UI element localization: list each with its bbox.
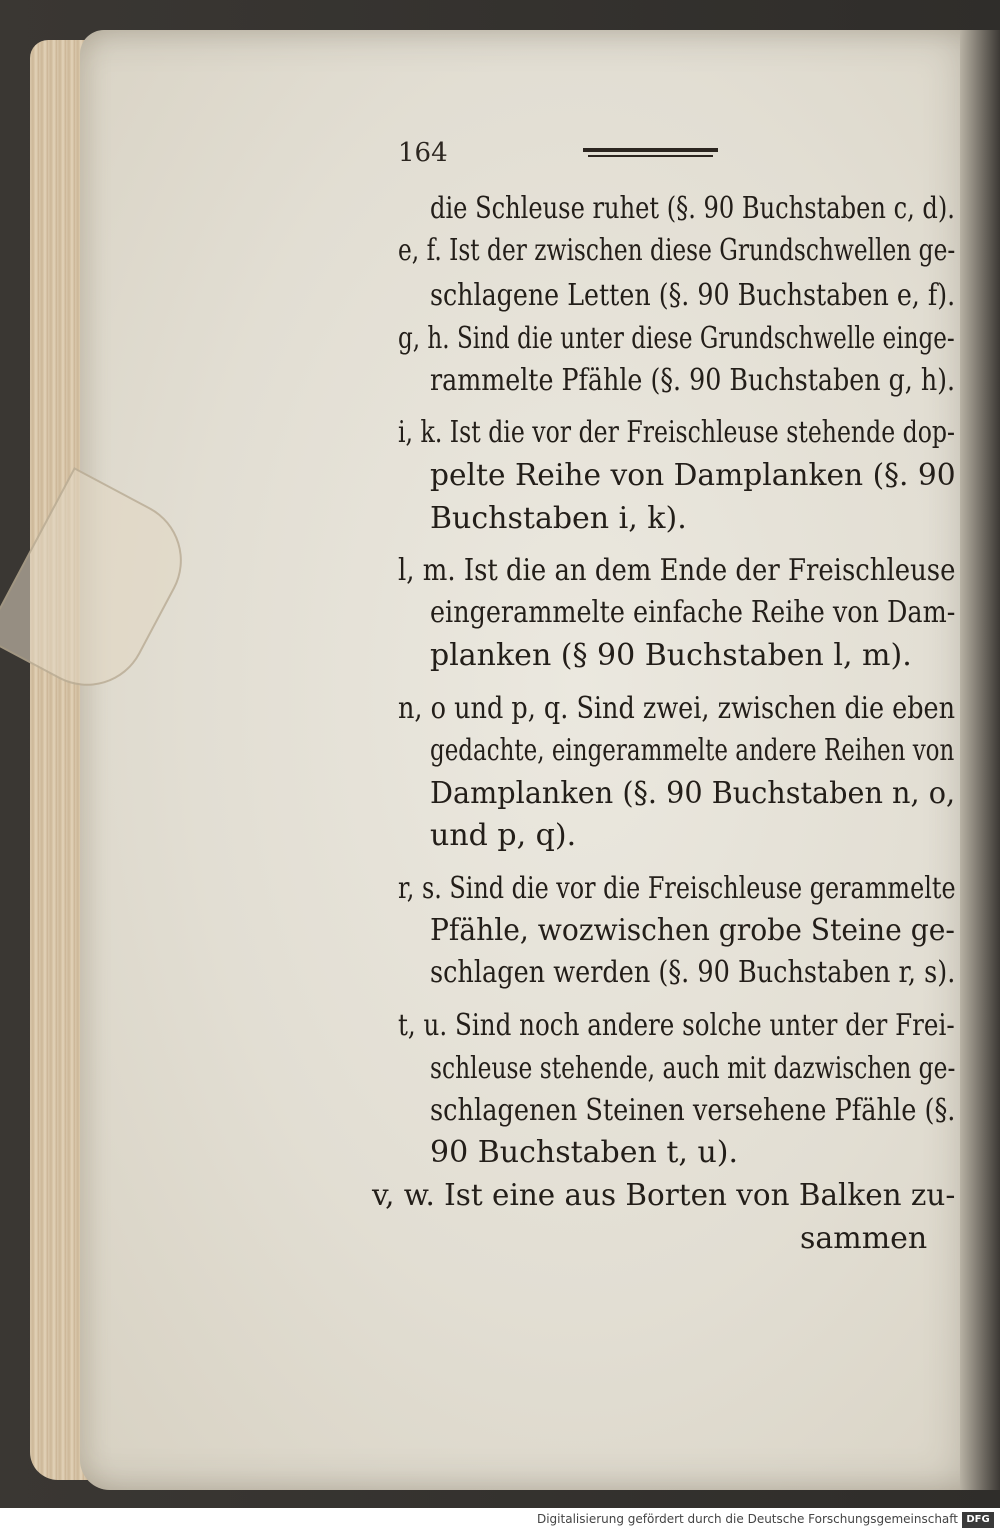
text-line: r, s. Sind die vor die Freischleuse gerammelte bbox=[398, 871, 956, 906]
text-line: rammelte Pfähle (§. 90 Buchstaben g, h). bbox=[430, 363, 956, 398]
text-line: die Schleuse ruhet (§. 90 Buchstaben c, d). bbox=[430, 191, 955, 226]
text-line: l, m. Ist die an dem Ende der Freischleuse bbox=[398, 553, 956, 588]
text-line: schlagene Letten (§. 90 Buchstaben e, f). bbox=[430, 278, 956, 313]
text-line: n, o und p, q. Sind zwei, zwischen die eben bbox=[398, 691, 956, 726]
text-line: t, u. Sind noch andere solche unter der Frei- bbox=[398, 1008, 955, 1043]
page-number: 164 bbox=[398, 138, 448, 168]
text-line: i, k. Ist die vor der Freischleuse stehende dop- bbox=[398, 415, 956, 450]
text-line: und p, q). bbox=[430, 818, 577, 853]
text-line: schleuse stehende, auch mit dazwischen ge- bbox=[430, 1051, 956, 1086]
text-line: Pfähle, wozwischen grobe Steine ge- bbox=[430, 913, 955, 948]
text-line: schlagenen Steinen versehene Pfähle (§. bbox=[430, 1093, 956, 1128]
text-line: v, w. Ist eine aus Borten von Balken zu- bbox=[372, 1178, 956, 1213]
text-line: g, h. Sind die unter diese Grundschwelle einge- bbox=[398, 321, 955, 356]
text-line: e, f. Ist der zwischen diese Grundschwellen ge- bbox=[398, 233, 956, 268]
dfg-logo: DFG bbox=[962, 1512, 994, 1528]
text-line: gedachte, eingerammelte andere Reihen von bbox=[430, 733, 955, 768]
footer-bar bbox=[0, 1508, 1000, 1533]
text-line: pelte Reihe von Damplanken (§. 90 bbox=[430, 458, 956, 493]
text-line: Buchstaben i, k). bbox=[430, 501, 687, 536]
text-line: eingerammelte einfache Reihe von Dam- bbox=[430, 595, 956, 630]
text-line: planken (§ 90 Buchstaben l, m). bbox=[430, 638, 912, 673]
text-line: Damplanken (§. 90 Buchstaben n, o, bbox=[430, 776, 956, 811]
text-line: 90 Buchstaben t, u). bbox=[430, 1135, 739, 1170]
footer-credit: Digitalisierung gefördert durch die Deutsche Forschungsgemeinschaft bbox=[536, 1512, 958, 1526]
text-line: sammen bbox=[800, 1221, 928, 1256]
text-line: schlagen werden (§. 90 Buchstaben r, s). bbox=[430, 955, 956, 990]
